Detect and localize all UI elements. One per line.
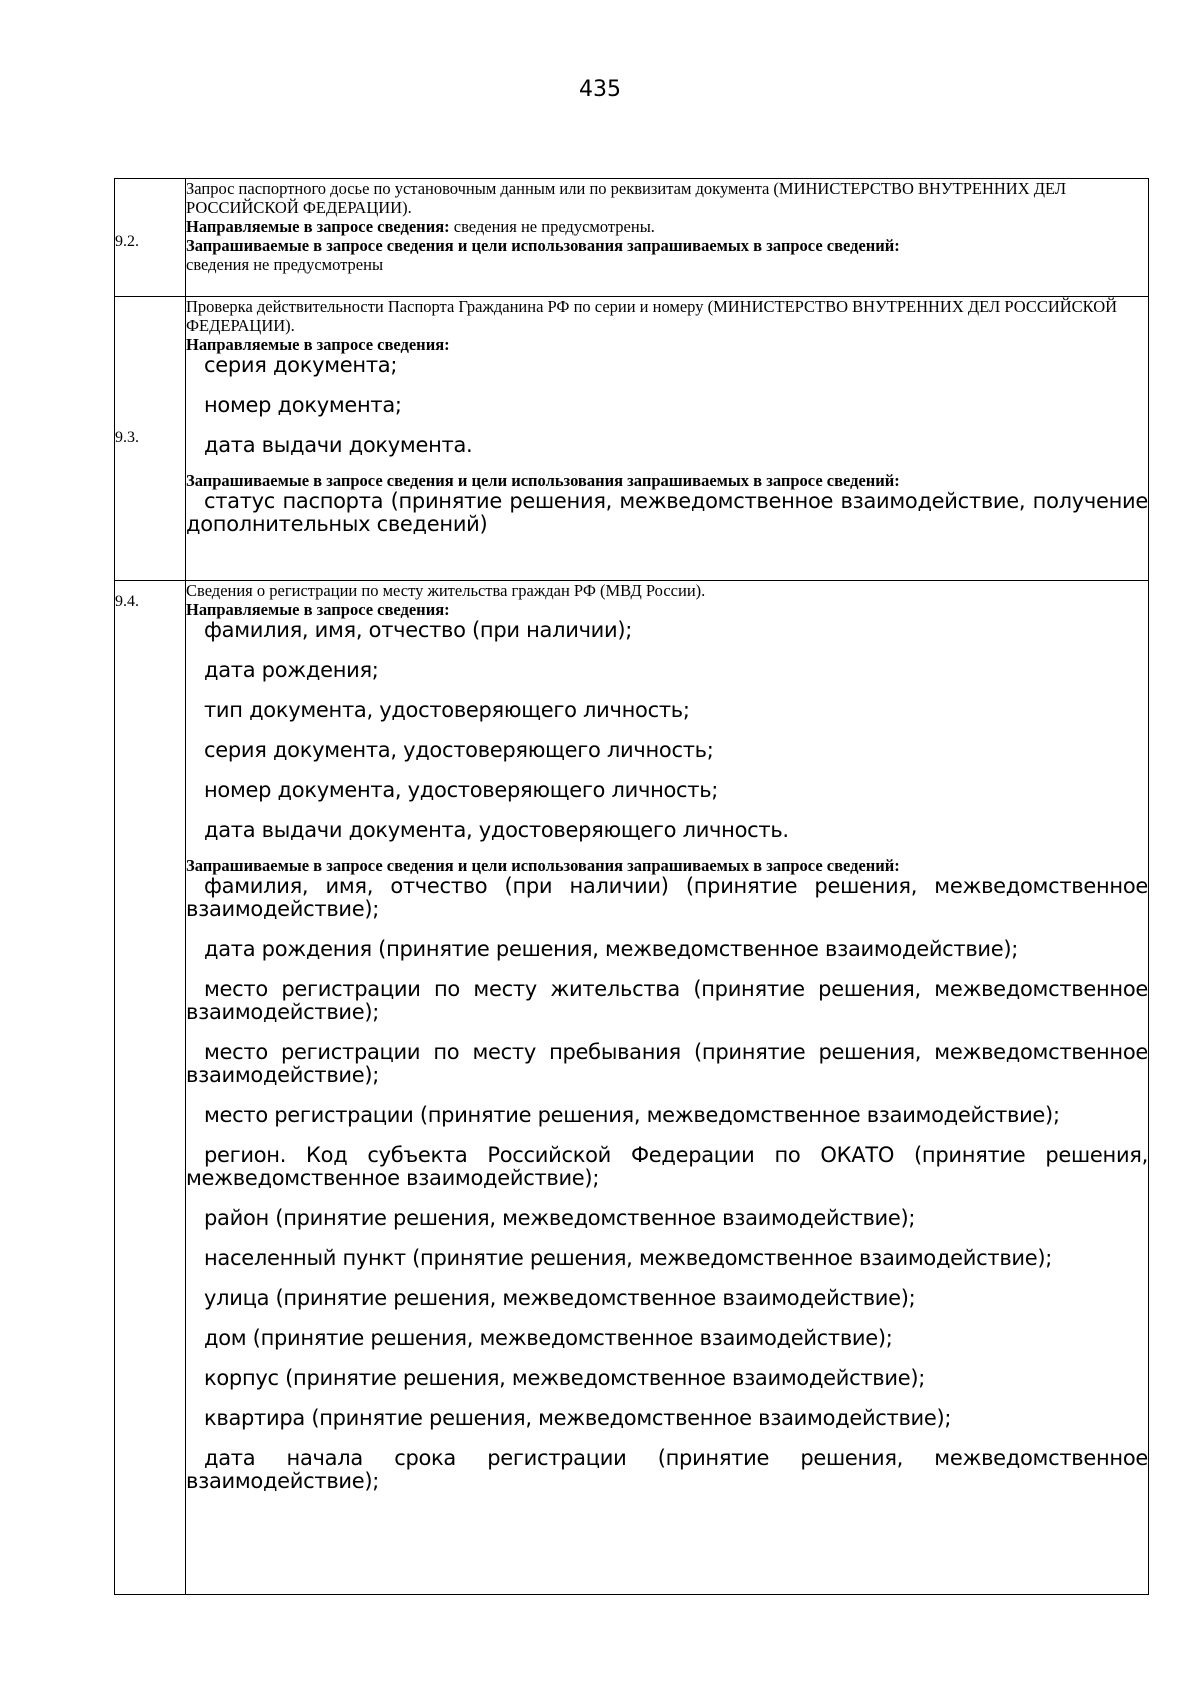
row-number: 9.4.	[115, 593, 139, 610]
requested-item: фамилия, имя, отчество (при наличии) (принятие решения, межведомственное взаимодействие);	[186, 874, 1148, 921]
sent-item: серия документа, удостоверяющего личность;	[204, 738, 714, 762]
sent-label: Направляемые в запросе сведения:	[186, 217, 450, 236]
row-content-cell	[186, 297, 1149, 581]
row-number: 9.2.	[115, 233, 139, 250]
table-row	[115, 581, 1149, 1595]
sent-item: номер документа, удостоверяющего личность;	[204, 778, 719, 802]
request-title: Сведения о регистрации по месту жительства граждан РФ (МВД России).	[186, 581, 706, 600]
requested-item: место регистрации по месту пребывания (принятие решения, межведомственное взаимодействие);	[186, 1040, 1148, 1087]
request-title: Проверка действительности Паспорта Гражданина РФ по серии и номеру (МИНИСТЕРСТВО ВНУТРЕННИХ ДЕЛ РОССИЙСКОЙ ФЕДЕРАЦИИ).	[186, 297, 1118, 335]
requested-item: корпус (принятие решения, межведомственное взаимодействие);	[204, 1366, 926, 1390]
requested-item: район (принятие решения, межведомственное взаимодействие);	[204, 1206, 916, 1230]
requested-item: статус паспорта (принятие решения, межведомственное взаимодействие, получение дополнительных сведений)	[186, 489, 1148, 536]
requests-table	[114, 178, 1149, 1595]
requested-label: Запрашиваемые в запросе сведения и цели использования запрашиваемых в запросе сведений:	[186, 236, 900, 255]
row-number-cell	[115, 581, 186, 1595]
requested-item: место регистрации по месту жительства (принятие решения, межведомственное взаимодействие);	[186, 977, 1148, 1024]
sent-value: сведения не предусмотрены.	[449, 217, 655, 236]
row-number-cell	[115, 297, 186, 581]
sent-item: дата выдачи документа.	[204, 433, 473, 457]
requested-item: место регистрации (принятие решения, межведомственное взаимодействие);	[204, 1103, 1060, 1127]
sent-item: дата рождения;	[204, 658, 379, 682]
row-number: 9.3.	[115, 429, 139, 446]
requested-item: квартира (принятие решения, межведомственное взаимодействие);	[204, 1406, 952, 1430]
sent-item: дата выдачи документа, удостоверяющего личность.	[204, 818, 789, 842]
requested-value: сведения не предусмотрены	[186, 255, 384, 274]
request-title: Запрос паспортного досье по установочным данным или по реквизитам документа (МИНИСТЕРСТВО ВНУТРЕННИХ ДЕЛ РОССИЙСКОЙ ФЕДЕРАЦИИ).	[186, 179, 1067, 217]
sent-item: серия документа;	[204, 353, 398, 377]
sent-label: Направляемые в запросе сведения:	[186, 600, 450, 619]
requested-label: Запрашиваемые в запросе сведения и цели использования запрашиваемых в запросе сведений:	[186, 856, 900, 875]
page-number: 435	[579, 77, 621, 102]
row-number-cell	[115, 179, 186, 297]
requested-item: дом (принятие решения, межведомственное взаимодействие);	[204, 1326, 893, 1350]
row-content-cell	[186, 179, 1149, 297]
sent-item: фамилия, имя, отчество (при наличии);	[204, 618, 633, 642]
requested-item: регион. Код субъекта Российской Федерации по ОКАТО (принятие решения, межведомственное взаимодействие);	[186, 1143, 1148, 1190]
sent-label: Направляемые в запросе сведения:	[186, 335, 450, 354]
requested-item: населенный пункт (принятие решения, межведомственное взаимодействие);	[204, 1246, 1053, 1270]
row-content-cell	[186, 581, 1149, 1595]
sent-item: тип документа, удостоверяющего личность;	[204, 698, 690, 722]
sent-item: номер документа;	[204, 393, 402, 417]
requested-item: дата начала срока регистрации (принятие решения, межведомственное взаимодействие);	[186, 1446, 1148, 1493]
requested-label: Запрашиваемые в запросе сведения и цели использования запрашиваемых в запросе сведений:	[186, 471, 900, 490]
table-row	[115, 179, 1149, 297]
sent-info	[186, 217, 1148, 236]
table-row	[115, 297, 1149, 581]
requested-item: улица (принятие решения, межведомственное взаимодействие);	[204, 1286, 916, 1310]
requested-item: дата рождения (принятие решения, межведомственное взаимодействие);	[204, 937, 1019, 961]
